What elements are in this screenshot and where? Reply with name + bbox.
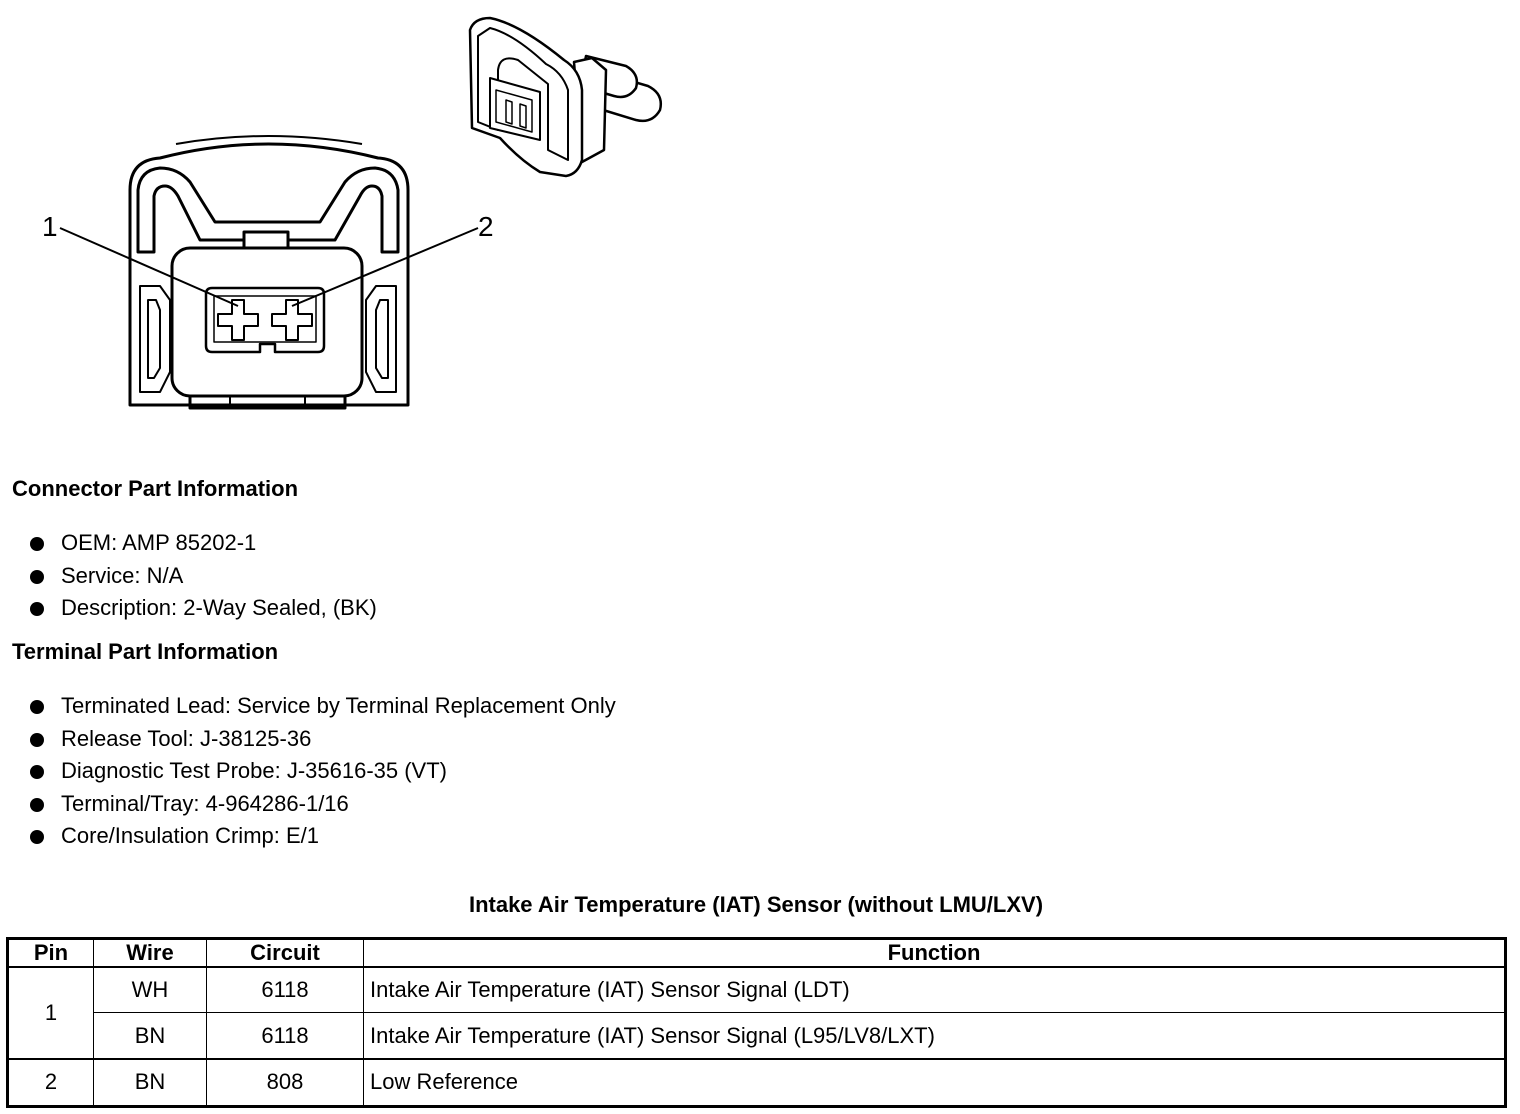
- cell-function: Intake Air Temperature (IAT) Sensor Signal (L95/LV8/LXT): [364, 1013, 1506, 1059]
- header-function: Function: [364, 939, 1506, 968]
- cell-function: Low Reference: [364, 1059, 1506, 1107]
- pin-2-label: 2: [478, 211, 494, 242]
- cell-wire: BN: [94, 1013, 207, 1059]
- cell-function: Intake Air Temperature (IAT) Sensor Signal (LDT): [364, 967, 1506, 1013]
- cell-circuit: 6118: [207, 1013, 364, 1059]
- pinout-table: [6, 937, 1507, 1108]
- terminal-info-list: [28, 690, 616, 853]
- cell-pin: 1: [8, 967, 94, 1059]
- pin-1-label: 1: [42, 211, 58, 242]
- connector-face-view-icon: [60, 136, 478, 408]
- header-circuit: Circuit: [207, 939, 364, 968]
- connector-info-item: Description: 2-Way Sealed, (BK): [28, 592, 377, 625]
- table-title: Intake Air Temperature (IAT) Sensor (without LMU/LXV): [468, 892, 1044, 917]
- table-row: [8, 967, 1506, 1013]
- terminal-info-item: Terminal/Tray: 4-964286-1/16: [28, 788, 616, 821]
- table-header-row: [8, 939, 1506, 968]
- terminal-info-item: Diagnostic Test Probe: J-35616-35 (VT): [28, 755, 616, 788]
- connector-info-list: [28, 527, 377, 625]
- terminal-info-item: Release Tool: J-38125-36: [28, 723, 616, 756]
- connector-info-item: OEM: AMP 85202-1: [28, 527, 377, 560]
- cell-circuit: 808: [207, 1059, 364, 1107]
- header-pin: Pin: [8, 939, 94, 968]
- terminal-info-item: Terminated Lead: Service by Terminal Replacement Only: [28, 690, 616, 723]
- header-wire: Wire: [94, 939, 207, 968]
- cell-wire: WH: [94, 967, 207, 1013]
- terminal-info-item: Core/Insulation Crimp: E/1: [28, 820, 616, 853]
- cell-pin: 2: [8, 1059, 94, 1107]
- connector-info-item: Service: N/A: [28, 560, 377, 593]
- table-row: [8, 1059, 1506, 1107]
- cell-wire: BN: [94, 1059, 207, 1107]
- cell-circuit: 6118: [207, 967, 364, 1013]
- connector-diagram: [0, 0, 700, 440]
- connector-isometric-view-icon: [470, 18, 661, 176]
- connector-info-title: Connector Part Information: [12, 476, 299, 501]
- table-row: [8, 1013, 1506, 1059]
- terminal-info-title: Terminal Part Information: [12, 639, 279, 664]
